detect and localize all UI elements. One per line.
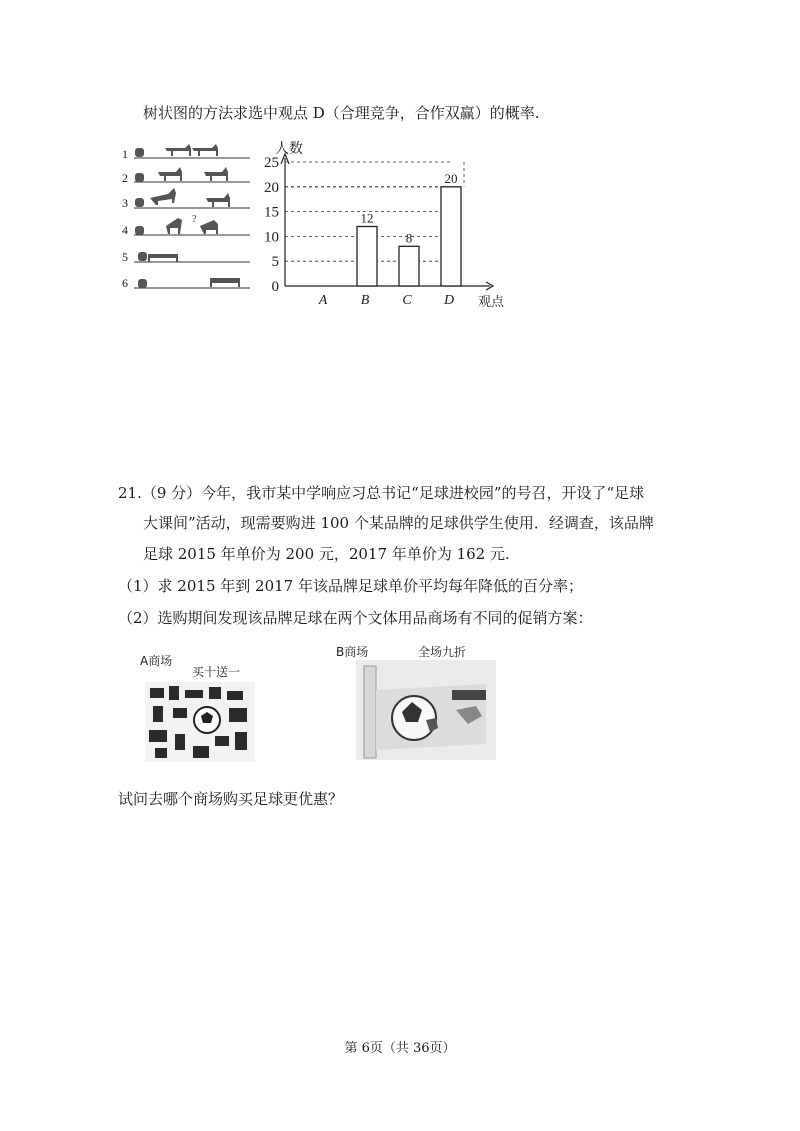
q21-line3: 足球 2015 年单价为 200 元，2017 年单价为 162 元.: [143, 545, 510, 563]
bar-B: [357, 226, 377, 286]
bar-C: [399, 246, 419, 286]
bar-chart: [250, 140, 510, 310]
x-tick-label-B: B: [360, 293, 370, 308]
illustration-number-3: 3: [122, 196, 128, 210]
store-b-soccer-ball-photo: [356, 660, 496, 760]
store-a-name: A商场: [140, 654, 173, 668]
y-tick-label: 5: [271, 254, 279, 271]
svg-text:?: ?: [192, 214, 197, 225]
bar-value-label-C: 8: [405, 230, 413, 246]
bar-value-label-B: 12: [360, 210, 374, 226]
intro-line: 树状图的方法求选中观点 D（合理竞争，合作双赢）的概率.: [143, 104, 540, 122]
store-b-name: B商场: [336, 645, 369, 659]
y-tick-label: 10: [264, 229, 279, 246]
illustration-number-5: 5: [122, 250, 128, 264]
q21-sub1: （1）求 2015 年到 2017 年该品牌足球单价平均每年降低的百分率；: [118, 577, 583, 595]
y-axis-label: 人数: [275, 141, 303, 157]
q21-question: 试问去哪个商场购买足球更优惠？: [118, 790, 344, 808]
x-axis-label: 观点: [478, 295, 505, 310]
y-tick-label: 0: [271, 279, 279, 295]
q21-line2: 大课间”活动，现需要购进 100 个某品牌的足球供学生使用．经调查，该品牌: [143, 514, 654, 532]
donkey-illustration: [120, 140, 260, 300]
y-tick-label: 15: [264, 204, 279, 221]
illustration-number-4: 4: [122, 223, 128, 237]
bar-value-label-D: 20: [444, 170, 458, 186]
x-tick-label-C: C: [402, 293, 412, 308]
x-tick-label-A: A: [318, 293, 328, 308]
bar-D: [441, 187, 461, 286]
illustration-number-1: 1: [122, 147, 128, 161]
y-tick-label: 25: [264, 155, 279, 171]
y-tick-label: 20: [264, 179, 279, 196]
illustration-number-6: 6: [122, 276, 128, 290]
store-b-promo: 全场九折: [418, 645, 467, 659]
store-a-promo: 买十送一: [192, 665, 241, 679]
donkey-illustration-svg: [120, 140, 260, 300]
q21-sub2: （2）选购期间发现该品牌足球在两个文体用品商场有不同的促销方案：: [118, 609, 593, 627]
q21-line1: 21.（9 分）今年，我市某中学响应习总书记“足球进校园”的号召，开设了“足球: [118, 484, 645, 502]
store-a-soccer-ball-photo: [145, 682, 255, 762]
page-footer: 第 6页（共 36页）: [344, 1041, 456, 1056]
x-tick-label-D: D: [443, 293, 455, 308]
illustration-number-2: 2: [122, 171, 128, 185]
